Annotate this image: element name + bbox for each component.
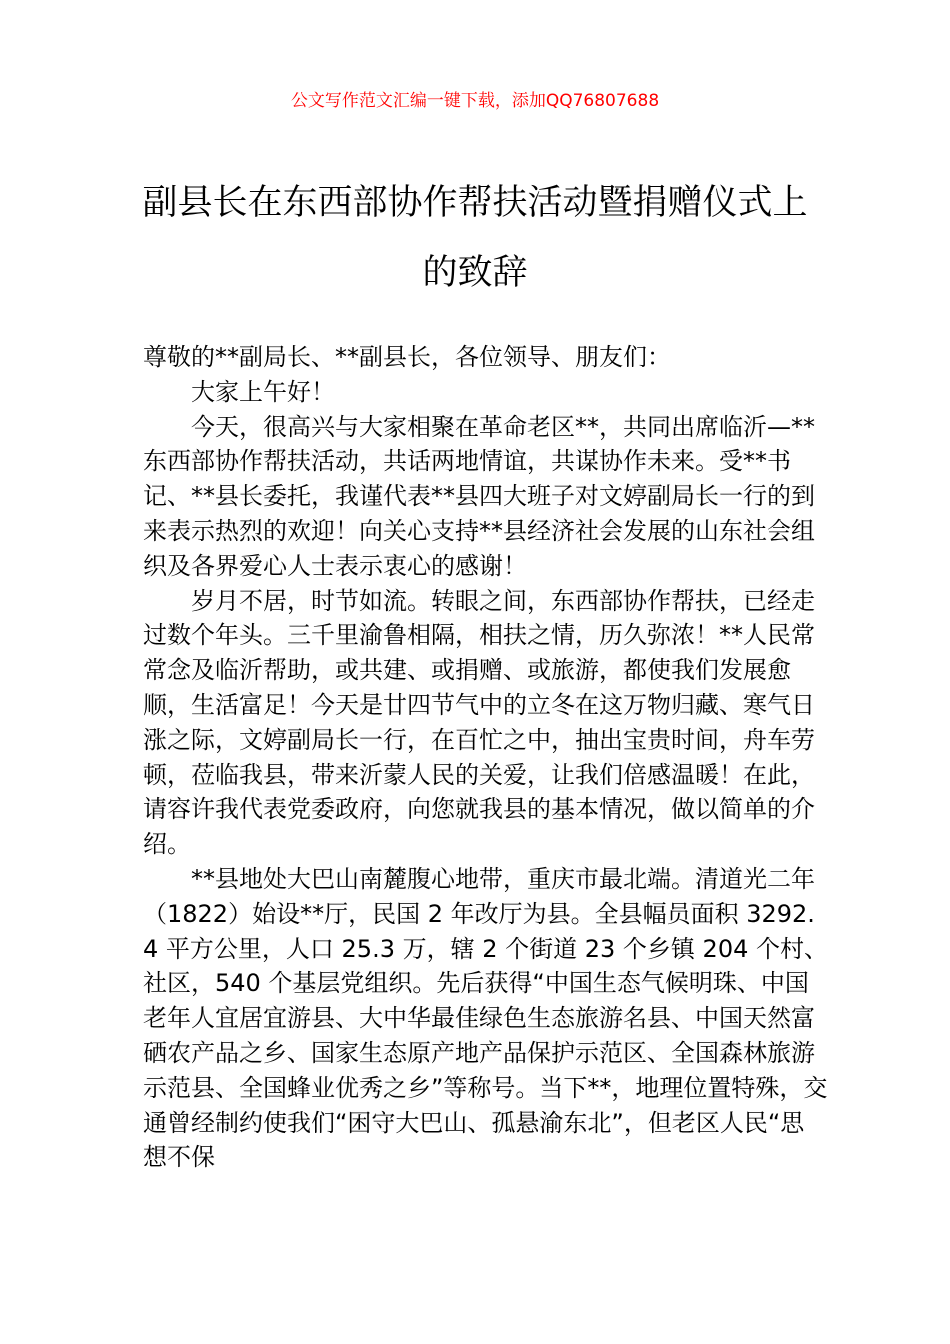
promo-header-note: 公文写作范文汇编一键下载，添加QQ76807688 xyxy=(290,91,660,111)
document-body xyxy=(143,340,828,1175)
document-title: 副县长在东西部协作帮扶活动暨捐赠仪式上的致辞 xyxy=(142,183,808,293)
paragraph-county-intro: **县地处大巴山南麓腹心地带，重庆市最北端。清道光二年（1822）始设**厅，民国 2 年改厅为县。全县幅员面积 3292.4 平方公里，人口 25.3 万，辖 2 个街道 23 个乡镇 204 个村、社区，540 个基层党组织。先后获得“中国生态气候明珠、中国老年人宜居宜游县、大中华最佳绿色生态旅游名县、中国天然富硒农产品之乡、国家生态原产地产品保护示范区、全国森林旅游示范县、全国蜂业优秀之乡”等称号。当下**，地理位置特殊，交通曾经制约使我们“困守大巴山、孤悬渝东北”，但老区人民“思想不保 xyxy=(143,864,828,1172)
salutation: 尊敬的**副局长、**副县长，各位领导、朋友们： xyxy=(143,343,671,371)
paragraph-friendship: 岁月不居，时节如流。转眼之间，东西部协作帮扶，已经走过数个年头。三千里渝鲁相隔，相扶之情，历久弥浓！**人民常常念及临沂帮助，或共建、或捐赠、或旅游，都使我们发展愈顺，生活富足！今天是廿四节气中的立冬在这万物归藏、寒气日涨之际，文婷副局长一行，在百忙之中，抽出宝贵时间，舟车劳顿，莅临我县，带来沂蒙人民的关爱，让我们倍感温暖！在此，请容许我代表党委政府，向您就我县的基本情况，做以简单的介绍。 xyxy=(143,586,815,859)
paragraph-welcome: 今天，很高兴与大家相聚在革命老区**，共同出席临沂—**东西部协作帮扶活动，共话两地情谊，共谋协作未来。受**书记、**县长委托，我谨代表**县四大班子对文婷副局长一行的到来表示热烈的欢迎！向关心支持**县经济社会发展的山东社会组织及各界爱心人士表示衷心的感谢！ xyxy=(143,412,815,580)
paragraph-greeting: 大家上午好！ xyxy=(191,377,335,406)
